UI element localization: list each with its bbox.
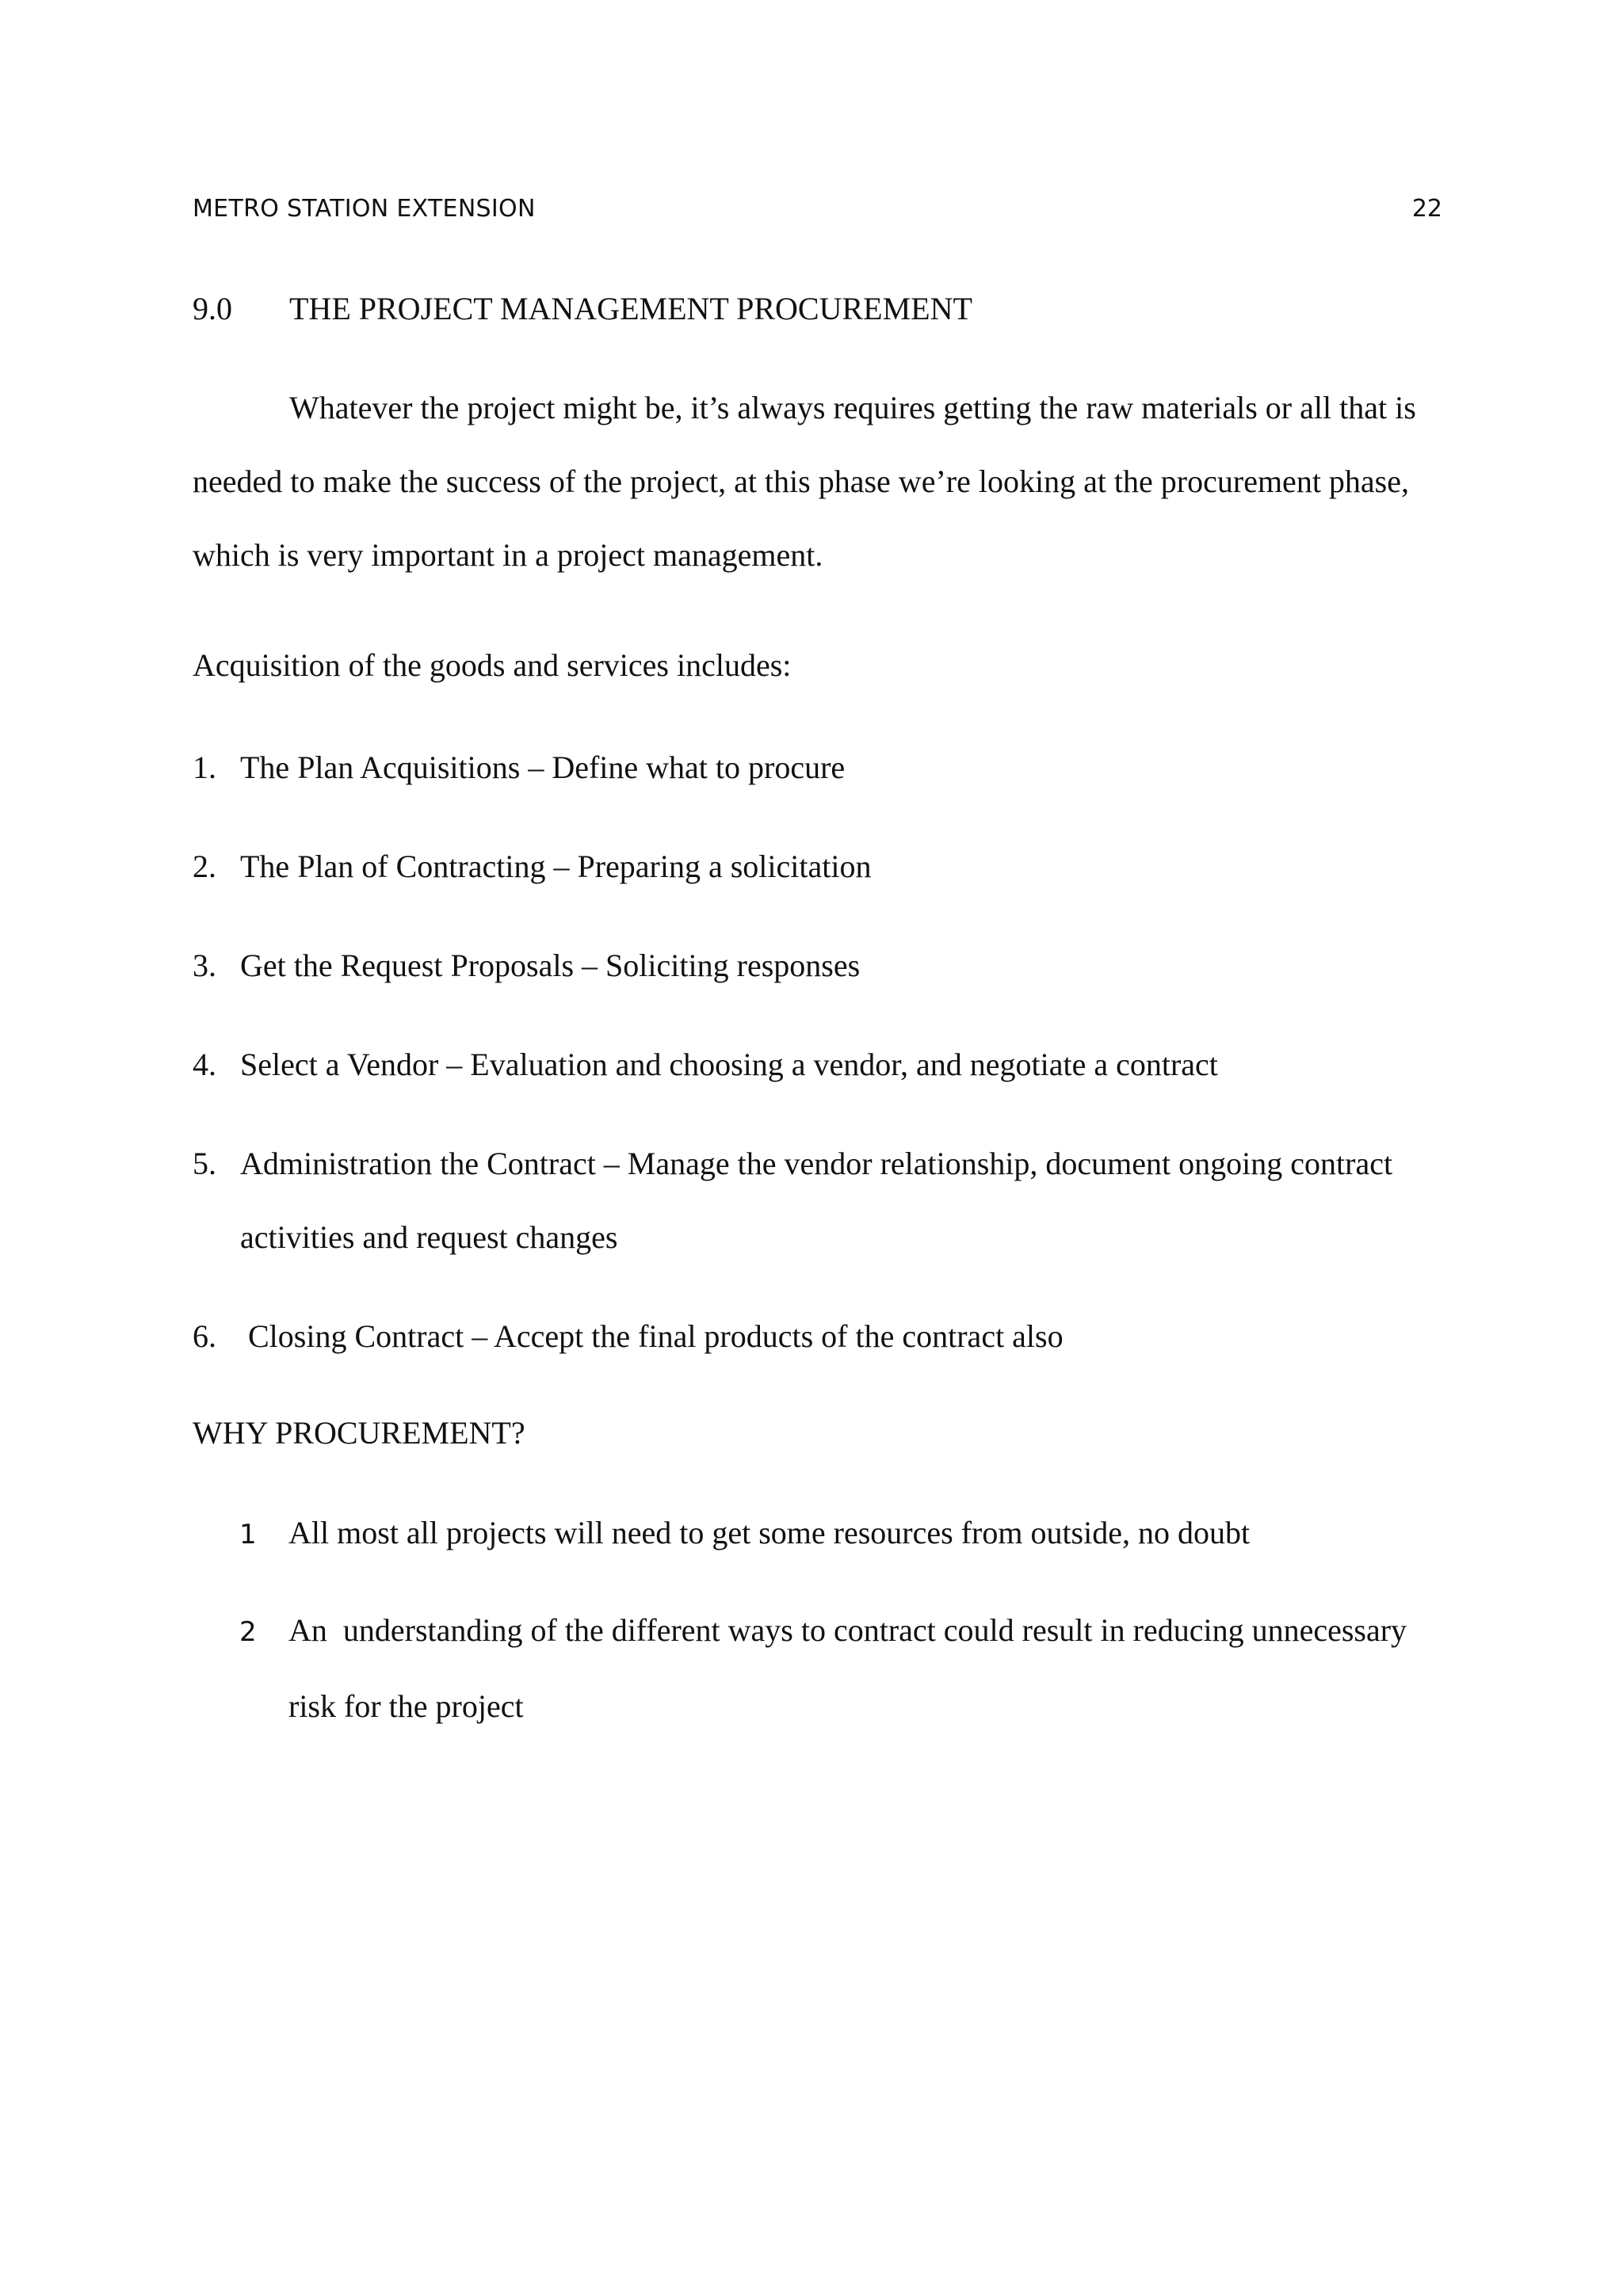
section-heading — [193, 272, 972, 345]
procurement-step — [193, 1127, 1392, 1274]
reason-number: 1 — [239, 1519, 257, 1550]
procurement-step — [193, 1028, 1218, 1101]
reason-text: An understanding of the different ways to contract could result in reducing unnecessary — [288, 1612, 1407, 1648]
step-number: 2. — [193, 849, 216, 884]
step-number: 6. — [193, 1318, 216, 1354]
reason-text-continued: risk for the project — [288, 1688, 524, 1724]
procurement-step — [193, 730, 845, 804]
step-text: Administration the Contract – Manage the vendor relationship, document ongoing contract — [240, 1146, 1393, 1181]
procurement-step — [193, 929, 860, 1002]
step-text: Select a Vendor – Evaluation and choosing a vendor, and negotiate a contract — [240, 1047, 1218, 1082]
procurement-step — [193, 830, 871, 903]
procurement-step — [193, 1299, 1064, 1373]
step-text: Get the Request Proposals – Soliciting responses — [240, 948, 861, 983]
step-number: 4. — [193, 1047, 216, 1082]
reason-item — [239, 1593, 1407, 1743]
step-number: 3. — [193, 948, 216, 983]
step-number: 5. — [193, 1146, 216, 1181]
step-text: Closing Contract – Accept the final products of the contract also — [240, 1318, 1064, 1354]
page-number: 22 — [1411, 195, 1442, 223]
why-procurement-heading: WHY PROCUREMENT? — [193, 1415, 525, 1451]
reason-item — [239, 1496, 1250, 1572]
reason-text: All most all projects will need to get some resources from outside, no doubt — [288, 1515, 1251, 1550]
section-number: 9.0 — [193, 291, 232, 326]
running-head: METRO STATION EXTENSION — [193, 195, 536, 223]
reason-number: 2 — [239, 1616, 257, 1648]
paragraph-line: needed to make the success of the project, at this phase we’re looking at the procurement phase, — [193, 463, 1409, 499]
paragraph-line: which is very important in a project management. — [193, 537, 823, 573]
step-text: The Plan of Contracting – Preparing a solicitation — [240, 849, 872, 884]
paragraph-line: Whatever the project might be, it’s always requires getting the raw materials or all that is — [289, 390, 1416, 425]
body-paragraph — [193, 371, 1445, 592]
step-number: 1. — [193, 749, 216, 785]
section-title: THE PROJECT MANAGEMENT PROCUREMENT — [289, 291, 972, 326]
step-text-continued: activities and request changes — [240, 1219, 618, 1255]
list-intro: Acquisition of the goods and services includes: — [193, 647, 792, 683]
step-text: The Plan Acquisitions – Define what to procure — [240, 749, 846, 785]
